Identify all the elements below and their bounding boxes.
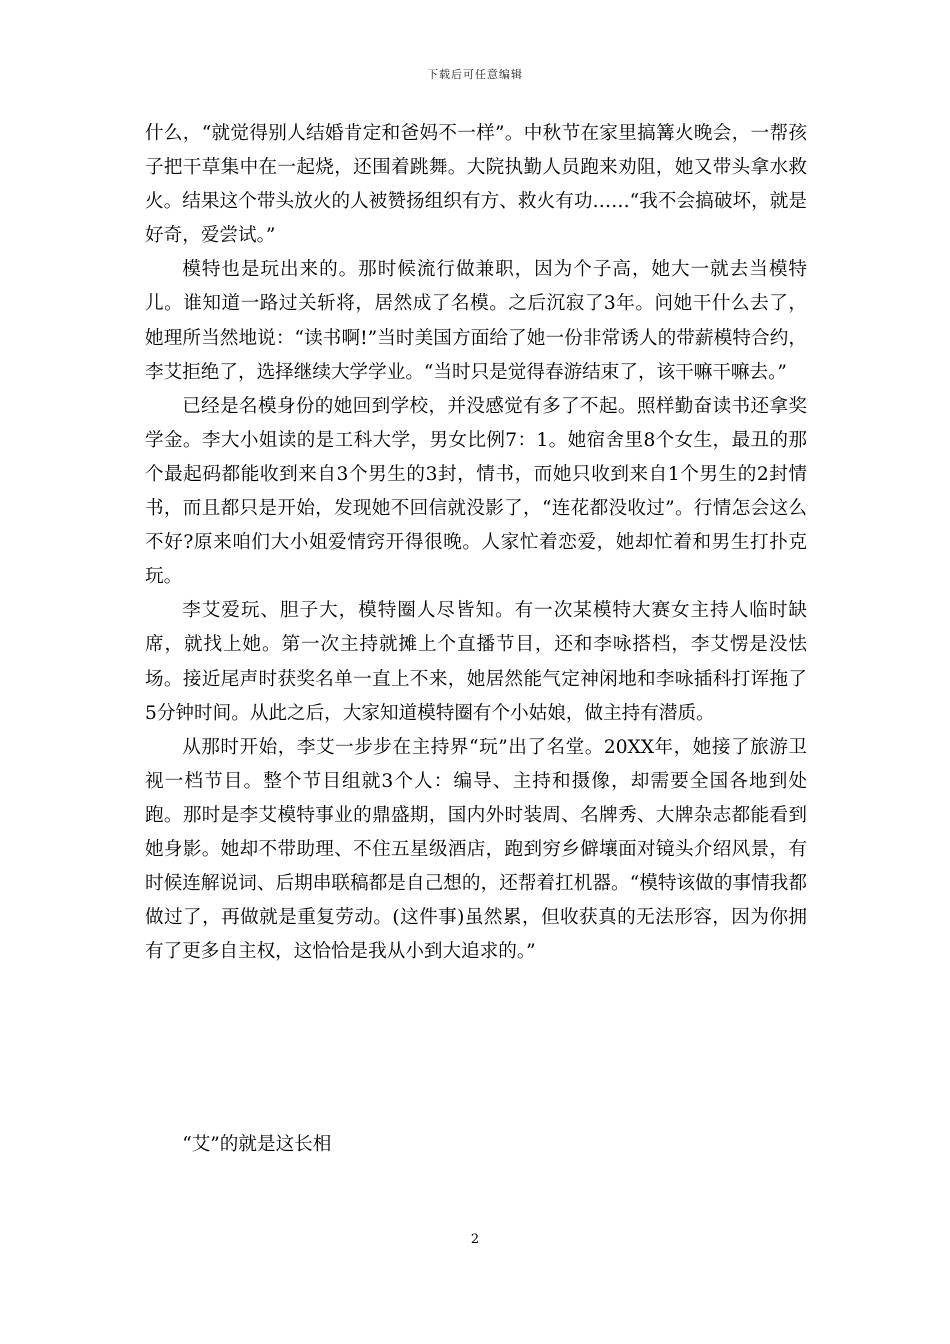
section-caption: “艾”的就是这长相 [182,1134,332,1155]
page-header: 下载后可任意编辑 [427,68,523,81]
paragraph: 李艾爱玩、胆子大，模特圈人尽皆知。有一次某模特大赛女主持人临时缺席，就找上她。第一次主持就摊上个直播节目，还和李咏搭档，李艾愣是没怯场。接近尾声时获奖名单一直上不来，她居然能气定神闲地和李咏插科打诨拖了5分钟时间。从此之后，大家知道模特圈有个小姑娘，做主持有潜质。 [145,600,807,724]
paragraph: 从那时开始，李艾一步步在主持界“玩”出了名堂。20XX年，她接了旅游卫视一档节目。整个节目组就3个人：编导、主持和摄像，却需要全国各地到处跑。那时是李艾模特事业的鼎盛期，国内外时装周、名牌秀、大牌杂志都能看到她身影。她却不带助理、不住五星级酒店，跑到穷乡僻壤面对镜头介绍风景，有时候连解说词、后期串联稿都是自己想的，还帮着扛机器。“模特该做的事情我都做过了，再做就是重复劳动。(这件事)虽然累，但收获真的无法形容，因为你拥有了更多自主权，这恰恰是我从小到大追求的。” [145,736,807,963]
paragraph-continued: 什么，“就觉得别人结婚肯定和爸妈不一样”。中秋节在家里搞篝火晚会，一帮孩子把干草集中在一起烧，还围着跳舞。大院执勤人员跑来劝阻，她又带头拿水救火。结果这个带头放火的人被赞扬组织有方、救火有功……“我不会搞破坏，就是好奇，爱尝试。” [145,123,807,247]
paragraph: 模特也是玩出来的。那时候流行做兼职，因为个子高，她大一就去当模特儿。谁知道一路过关斩将，居然成了名模。之后沉寂了3年。问她干什么去了，她理所当然地说：“读书啊!”当时美国方面给了她一份非常诱人的带薪模特合约，李艾拒绝了，选择继续大学学业。“当时只是觉得春游结束了，该干嘛干嘛去。” [145,259,807,383]
article-body [145,117,807,969]
page-number: 2 [470,1232,480,1247]
paragraph: 已经是名模身份的她回到学校，并没感觉有多了不起。照样勤奋读书还拿奖学金。李大小姐读的是工科大学，男女比例7：1。她宿舍里8个女生，最丑的那个最起码都能收到来自3个男生的3封，情书，而她只收到来自1个男生的2封情书，而且都只是开始，发现她不回信就没影了，“连花都没收过”。行情怎会这么不好?原来咱们大小姐爱情窍开得很晚。人家忙着恋爱，她却忙着和男生打扑克玩。 [145,395,807,588]
